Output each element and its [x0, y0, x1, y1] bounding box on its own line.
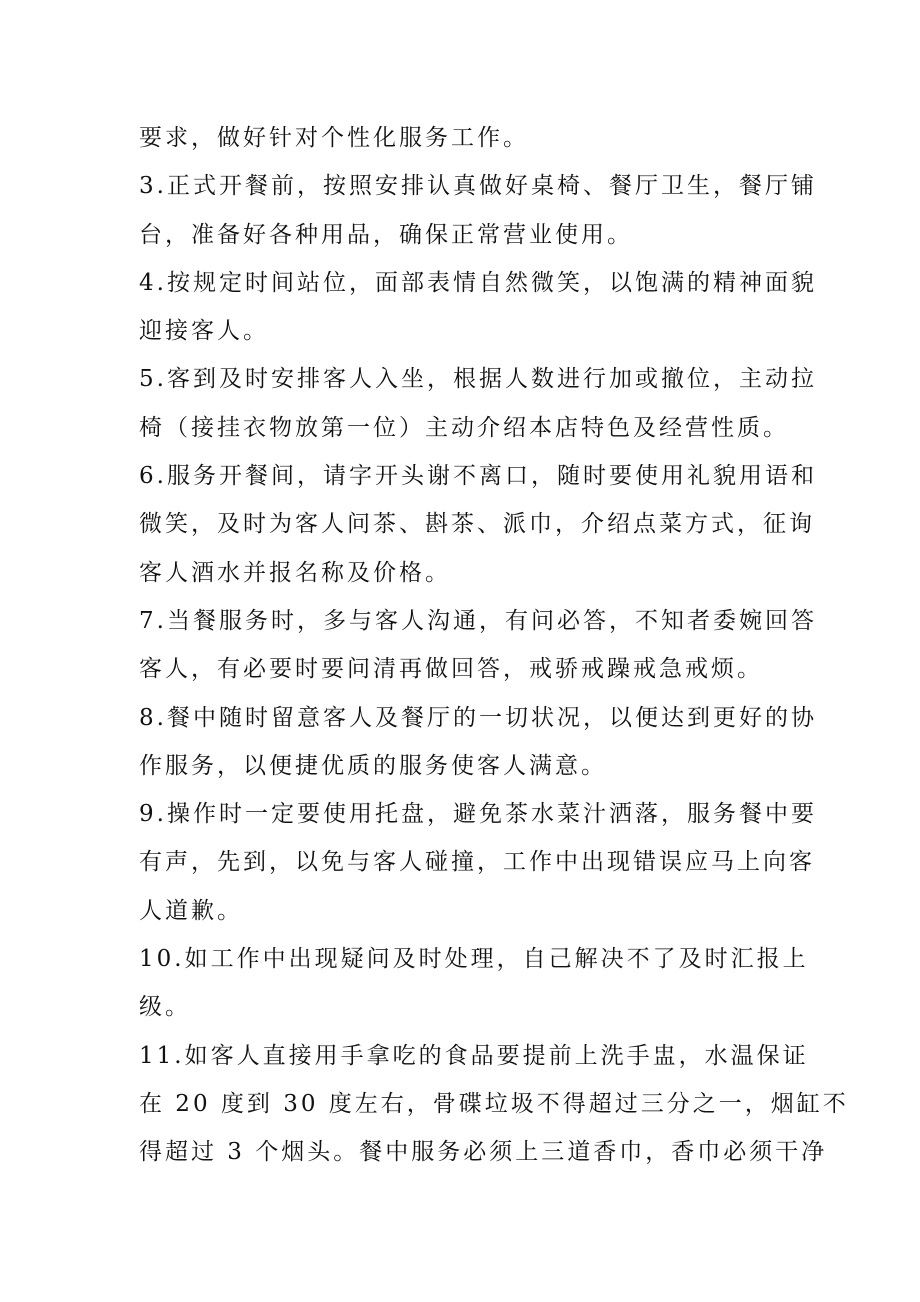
text-line: 台，准备好各种用品，确保正常营业使用。: [139, 221, 633, 248]
text-line: 7.当餐服务时，多与客人沟通，有问必答，不知者委婉回答: [139, 607, 817, 634]
text-line: 在 20 度到 30 度左右，骨碟垃圾不得超过三分之一，烟缸不: [139, 1090, 849, 1117]
text-line: 6.服务开餐间，请字开头谢不离口，随时要使用礼貌用语和: [139, 463, 817, 490]
document-body: [139, 114, 849, 1177]
text-line: 9.操作时一定要使用托盘，避免茶水菜汁洒落，服务餐中要: [139, 801, 817, 828]
text-line: 椅（接挂衣物放第一位）主动介绍本店特色及经营性质。: [139, 414, 789, 441]
text-line: 迎接客人。: [139, 318, 269, 345]
text-line: 作服务，以便捷优质的服务使客人满意。: [139, 752, 607, 779]
text-line: 11.如客人直接用手拿吃的食品要提前上洗手盅，水温保证: [139, 1042, 809, 1069]
text-line: 有声，先到，以免与客人碰撞，工作中出现错误应马上向客: [139, 849, 815, 876]
text-line: 5.客到及时安排客人入坐，根据人数进行加或撤位，主动拉: [139, 366, 817, 393]
text-line: 要求，做好针对个性化服务工作。: [139, 125, 529, 151]
text-line: 3.正式开餐前，按照安排认真做好桌椅、餐厅卫生，餐厅铺: [139, 173, 817, 200]
text-line: 客人酒水并报名称及价格。: [139, 559, 451, 586]
text-line: 8.餐中随时留意客人及餐厅的一切状况，以便达到更好的协: [139, 704, 817, 731]
text-line: 客人，有必要时要问清再做回答，戒骄戒躁戒急戒烦。: [139, 656, 763, 683]
text-line: 10.如工作中出现疑问及时处理，自己解决不了及时汇报上: [139, 946, 809, 973]
text-line: 4.按规定时间站位，面部表情自然微笑，以饱满的精神面貌: [139, 269, 817, 296]
text-line: 级。: [139, 994, 191, 1021]
text-line: 得超过 3 个烟头。餐中服务必须上三道香巾，香巾必须干净: [139, 1139, 828, 1166]
text-line: 微笑，及时为客人问茶、斟茶、派巾，介绍点菜方式，征询: [139, 511, 815, 538]
text-line: 人道歉。: [139, 897, 243, 924]
